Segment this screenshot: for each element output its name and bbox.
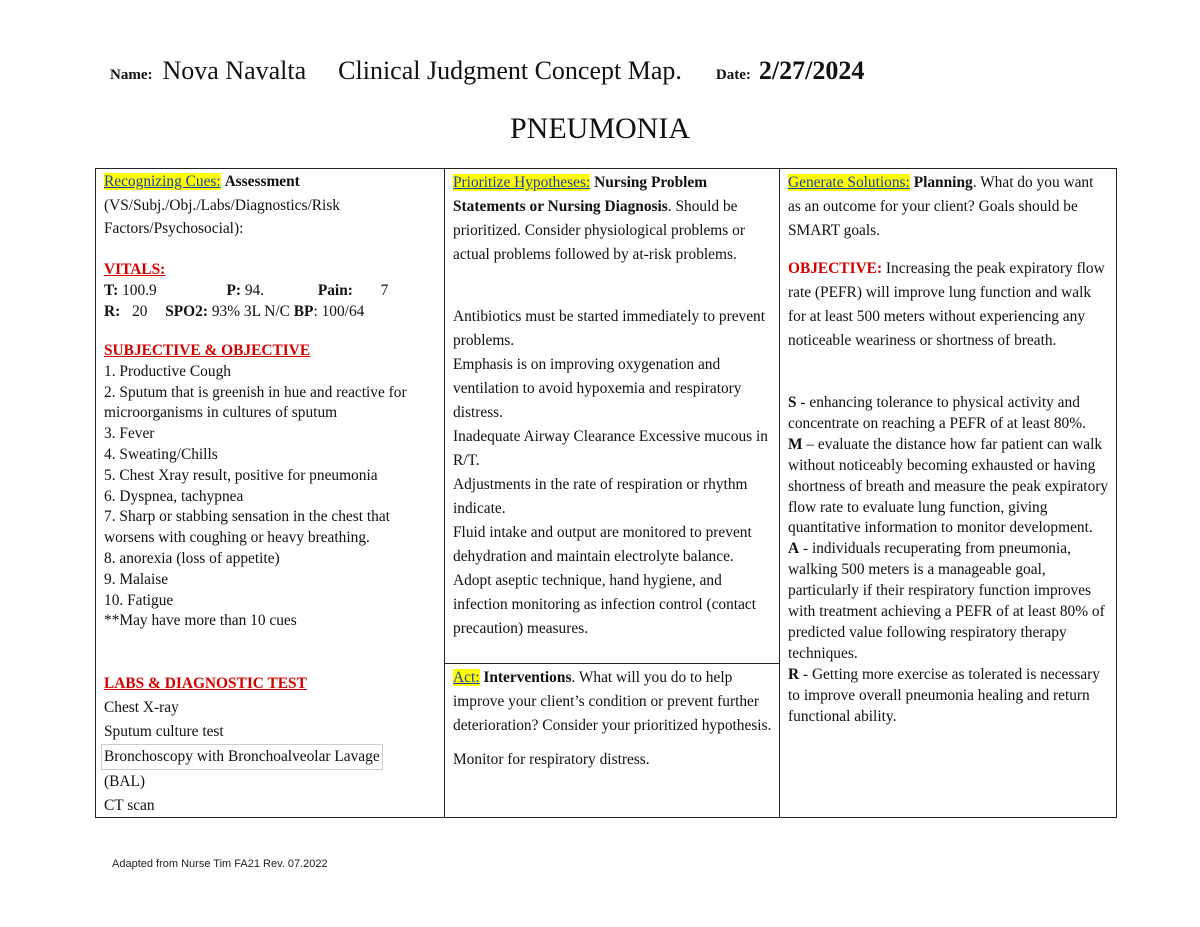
hypothesis-item: Adopt aseptic technique, hand hygiene, and infection monitoring as infection control (contact precaution) measures.: [453, 572, 757, 637]
recognizing-cues-column: [96, 169, 445, 817]
hypotheses-list: [453, 305, 773, 641]
concept-map-table: [95, 168, 1117, 818]
subjective-objective-block: [104, 341, 438, 632]
bp-value: : 100/64: [313, 303, 365, 320]
lab-item: Bronchoscopy with Bronchoalveolar Lavage: [101, 744, 383, 770]
labs-label: LABS & DIAGNOSTIC TEST: [104, 675, 307, 692]
document-title: Clinical Judgment Concept Map.: [338, 56, 682, 85]
cue-item: 10. Fatigue: [104, 591, 174, 609]
cue-item: **May have more than 10 cues: [104, 612, 297, 630]
recognizing-cues-label: Recognizing Cues:: [104, 173, 221, 190]
lab-item: Chest X-ray: [104, 699, 179, 716]
smart-letter: M: [788, 435, 803, 453]
lab-item: (BAL): [104, 773, 146, 790]
smart-text: – evaluate the distance how far patient can walk without noticeably becoming exhausted or having shortness of breath and measure the peak expiratory flow rate to evaluate lung function, giving quantitative information to monitor development.: [788, 435, 1109, 537]
generate-solutions-heading: [788, 171, 1110, 243]
hypothesis-item: Adjustments in the rate of respiration or rhythm indicate.: [453, 476, 748, 517]
cue-item: 1. Productive Cough: [104, 362, 231, 380]
footer-note: Adapted from Nurse Tim FA21 Rev. 07.2022: [112, 858, 328, 870]
planning-label: Planning: [913, 174, 973, 191]
cue-item: 4. Sweating/Chills: [104, 445, 218, 463]
labs-block: [104, 672, 438, 818]
hypothesis-item: Antibiotics must be started immediately to prevent problems.: [453, 308, 766, 349]
assessment-label: Assessment: [224, 173, 300, 190]
smart-letter: R: [788, 665, 800, 683]
lab-item: CT scan: [104, 797, 155, 814]
generate-solutions-column: [780, 169, 1116, 817]
recognizing-cues-heading: [104, 171, 438, 240]
vitals-row-2: [104, 301, 438, 322]
temp-value: 100.9: [122, 282, 157, 299]
resp-value: 20: [132, 303, 148, 320]
smart-item: [788, 665, 1110, 728]
cue-item: 3. Fever: [104, 425, 155, 443]
pain-value: 7: [380, 282, 389, 299]
smart-letter: S: [788, 394, 797, 411]
generate-solutions-label: Generate Solutions:: [788, 174, 910, 191]
act-divider: [445, 663, 779, 664]
vitals-row-1: [104, 280, 438, 301]
pulse-value: 94.: [244, 282, 265, 299]
assessment-desc: (VS/Subj./Obj./Labs/Diagnostics/Risk Factors/Psychosocial):: [104, 197, 340, 237]
act-label: Act:: [453, 669, 480, 686]
spo2-label: SPO2:: [165, 303, 208, 320]
resp-label: R:: [104, 303, 121, 320]
act-block: [453, 666, 773, 772]
smart-goals: [788, 393, 1110, 728]
prioritize-hypotheses-label: Prioritize Hypotheses:: [453, 174, 591, 191]
cue-item: 6. Dyspnea, tachypnea: [104, 487, 244, 505]
cue-item: 8. anorexia (loss of appetite): [104, 549, 280, 567]
student-name: Nova Navalta: [162, 56, 307, 85]
header: [110, 56, 1070, 96]
hypothesis-item: Fluid intake and output are monitored to prevent dehydration and maintain electrolyte balance.: [453, 524, 752, 565]
cue-item: 9. Malaise: [104, 570, 169, 588]
spo2-value: 93% 3L N/C: [211, 303, 290, 320]
date-value: 2/27/2024: [758, 56, 865, 85]
intervention-item: Monitor for respiratory distress.: [453, 751, 650, 768]
smart-item: [788, 393, 1110, 435]
objective-text: Increasing the peak expiratory flow rate (PEFR) will improve lung function and walk for at least 500 meters without experiencing any noticeable weariness or shortness of breath.: [788, 260, 1105, 349]
prioritize-hypotheses-column: [445, 169, 780, 817]
interventions-desc: . What will you do to help improve your client’s condition or prevent further deterioration? Consider your prioritized hypothesis.: [453, 669, 772, 734]
cue-item: 7. Sharp or stabbing sensation in the chest that worsens with coughing or heavy breathing.: [104, 508, 390, 547]
vitals-label: VITALS:: [104, 261, 166, 278]
bp-label: BP: [293, 303, 314, 320]
interventions-label: Interventions: [483, 669, 572, 686]
page-title: PNEUMONIA: [510, 112, 690, 145]
nursing-diagnosis-label: Nursing Problem Statements or Nursing Diagnosis: [453, 174, 708, 215]
smart-text: - individuals recuperating from pneumonia, walking 500 meters is a manageable goal, particularly if their respiratory function improves with treatment achieving a PEFR of at least 80% of predicted value following respiratory therapy techniques.: [788, 540, 1105, 662]
pulse-label: P:: [226, 282, 241, 299]
smart-item: [788, 539, 1110, 664]
cue-item: 5. Chest Xray result, positive for pneumonia: [104, 466, 378, 484]
cue-item: 2. Sputum that is greenish in hue and reactive for microorganisms in cultures of sputum: [104, 383, 407, 422]
objective-label: OBJECTIVE:: [788, 260, 883, 277]
planning-desc: . What do you want as an outcome for your client? Goals should be SMART goals.: [788, 174, 1094, 239]
smart-text: - enhancing tolerance to physical activity and concentrate on reaching a PEFR of at least 80%.: [788, 394, 1086, 432]
objective-block: [788, 257, 1110, 353]
hypothesis-item: Inadequate Airway Clearance Excessive mucous in R/T.: [453, 428, 768, 469]
lab-item: Sputum culture test: [104, 723, 224, 740]
smart-text: - Getting more exercise as tolerated is necessary to improve overall pneumonia healing and return functional ability.: [788, 665, 1100, 725]
date-label: Date:: [715, 67, 751, 83]
smart-letter: A: [788, 540, 800, 558]
nursing-diagnosis-desc: . Should be prioritized. Consider physiological problems or actual problems followed by at-risk problems.: [453, 198, 745, 263]
name-label: Name:: [110, 67, 153, 83]
hypothesis-item: Emphasis is on improving oxygenation and ventilation to avoid hypoxemia and respiratory distress.: [453, 356, 742, 421]
prioritize-hypotheses-heading: [453, 171, 773, 267]
subjective-objective-label: SUBJECTIVE & OBJECTIVE: [104, 342, 311, 359]
pain-label: Pain:: [317, 282, 353, 299]
vitals-block: [104, 259, 438, 322]
smart-item: [788, 435, 1110, 540]
temp-label: T:: [104, 282, 119, 299]
